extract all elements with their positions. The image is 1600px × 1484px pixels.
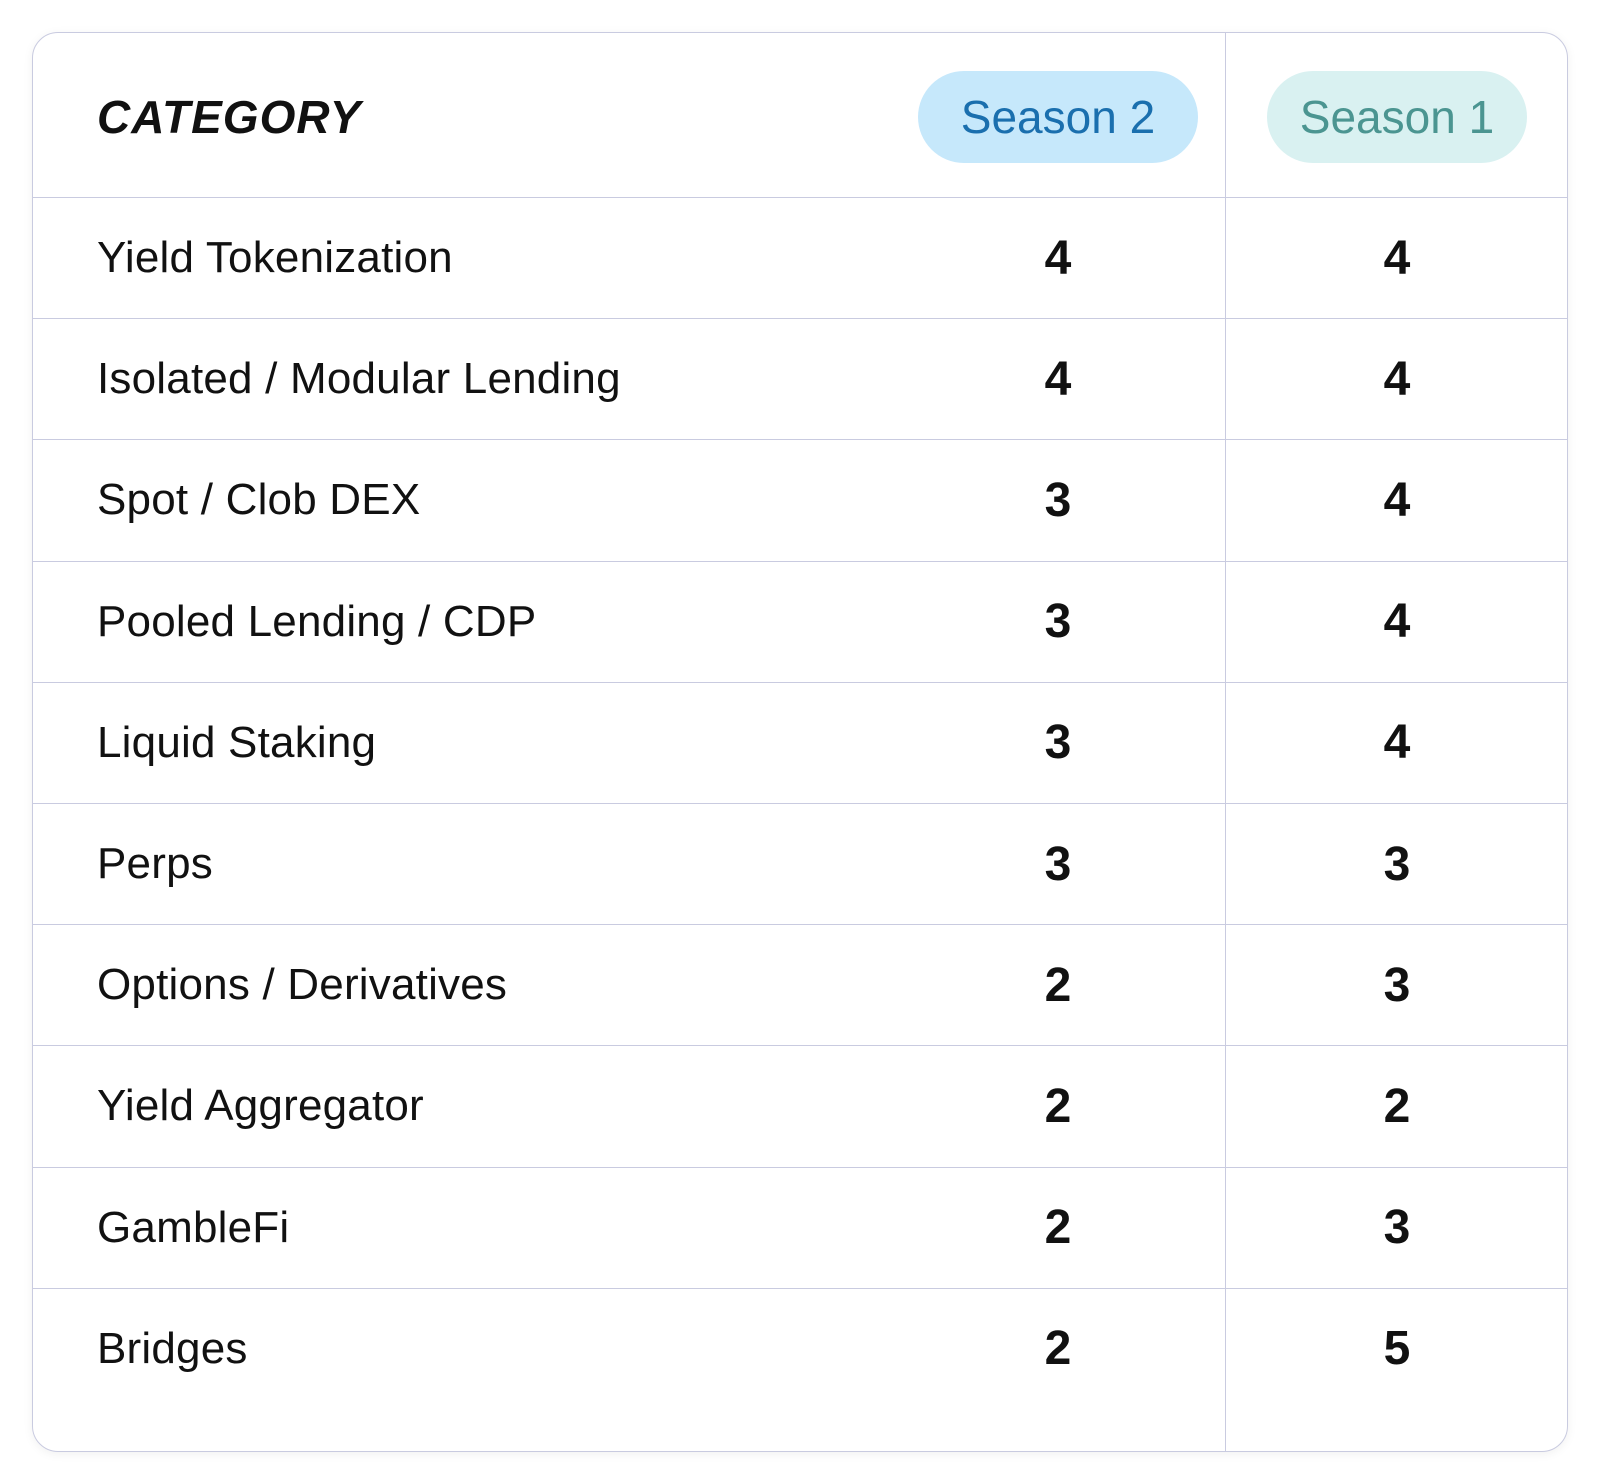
category-cell: Liquid Staking (97, 717, 377, 767)
table-row (33, 682, 1567, 803)
season-2-header-cell (913, 33, 1203, 201)
category-cell: GambleFi (97, 1202, 290, 1252)
season-2-pill: Season 2 (918, 71, 1198, 163)
category-cell: Yield Aggregator (97, 1081, 424, 1131)
table-row (33, 924, 1567, 1045)
season-2-value-cell: 3 (1044, 837, 1072, 891)
category-cell: Pooled Lending / CDP (97, 596, 537, 646)
table-row (33, 561, 1567, 682)
season-1-value-cell: 5 (1383, 1322, 1411, 1376)
season-1-pill: Season 1 (1267, 71, 1527, 163)
season-2-value-cell: 3 (1044, 716, 1072, 770)
season-2-value-cell: 2 (1044, 1201, 1072, 1255)
season-2-value-cell: 2 (1044, 1079, 1072, 1133)
season-1-value-cell: 4 (1383, 352, 1411, 406)
table-row (33, 1288, 1567, 1409)
season-1-value-cell: 4 (1383, 473, 1411, 527)
category-cell: Options / Derivatives (97, 960, 508, 1010)
table-header-row (33, 33, 1567, 201)
season-1-value-cell: 3 (1383, 958, 1411, 1012)
category-cell: Bridges (97, 1323, 248, 1373)
table-row (33, 439, 1567, 560)
table-row (33, 803, 1567, 924)
table-row (33, 197, 1567, 318)
table-row (33, 318, 1567, 439)
season-2-value-cell: 3 (1044, 473, 1072, 527)
season-1-value-cell: 3 (1383, 837, 1411, 891)
season-1-value-cell: 4 (1383, 231, 1411, 285)
season-2-value-cell: 2 (1044, 958, 1072, 1012)
season-1-value-cell: 4 (1383, 595, 1411, 649)
category-cell: Perps (97, 839, 213, 889)
table-row (33, 1045, 1567, 1166)
season-1-value-cell: 3 (1383, 1201, 1411, 1255)
season-1-value-cell: 2 (1383, 1079, 1411, 1133)
category-cell: Yield Tokenization (97, 233, 453, 283)
category-cell: Isolated / Modular Lending (97, 354, 621, 404)
season-2-value-cell: 2 (1044, 1322, 1072, 1376)
category-cell: Spot / Clob DEX (97, 475, 421, 525)
season-1-value-cell: 4 (1383, 716, 1411, 770)
category-column-header: CATEGORY (97, 91, 362, 143)
season-2-value-cell: 3 (1044, 595, 1072, 649)
table-row (33, 1167, 1567, 1288)
season-2-value-cell: 4 (1044, 352, 1072, 406)
season-1-header-cell (1267, 33, 1527, 201)
comparison-table (32, 32, 1568, 1452)
season-2-value-cell: 4 (1044, 231, 1072, 285)
